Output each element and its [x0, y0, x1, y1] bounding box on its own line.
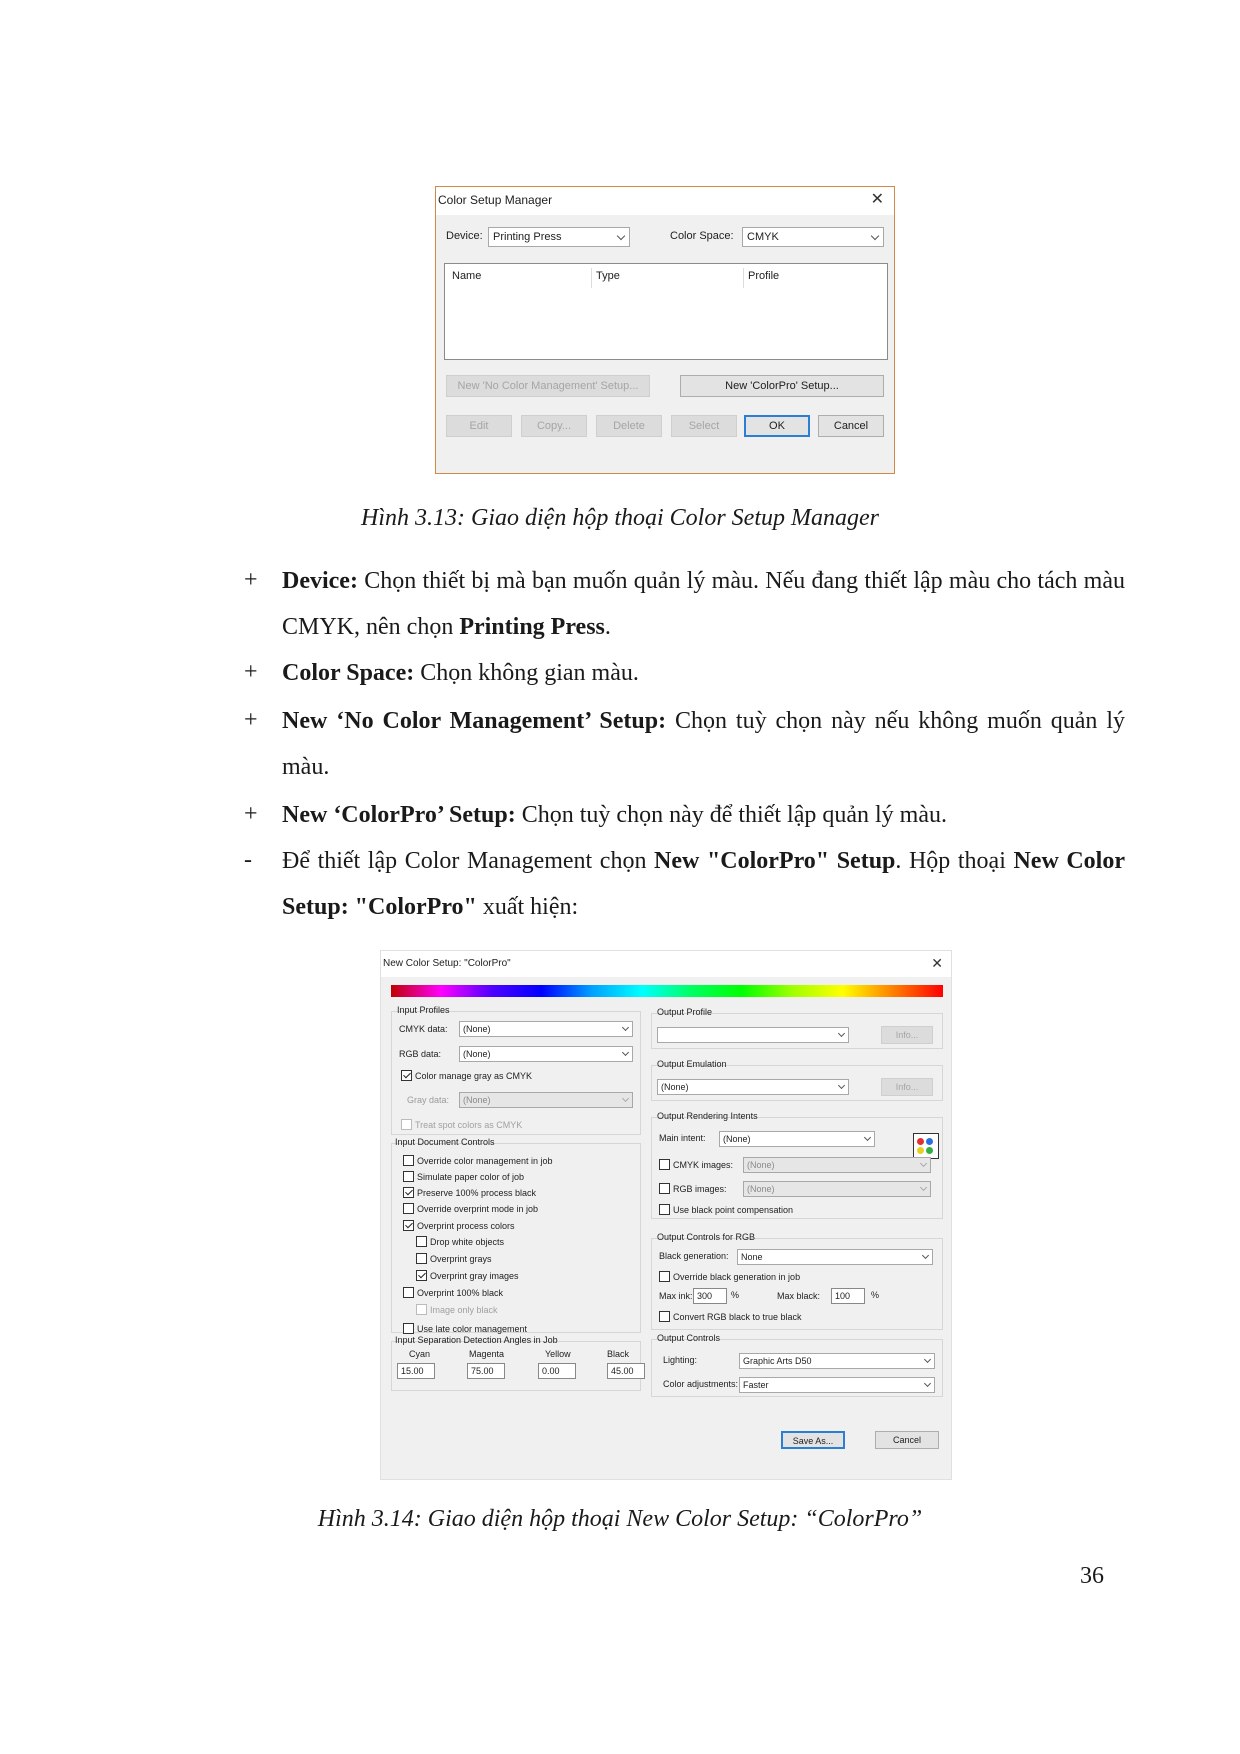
- convert-rgb-black-checkbox[interactable]: [659, 1311, 802, 1323]
- setup-list[interactable]: [444, 263, 888, 360]
- output-emulation-value: (None): [661, 1082, 689, 1092]
- gray-data-value: (None): [463, 1095, 491, 1105]
- chevron-down-icon: [920, 1160, 927, 1167]
- overprint-grays-checkbox[interactable]: [416, 1253, 492, 1265]
- color-space-select-value: CMYK: [747, 231, 779, 243]
- override-overprint-mode-checkbox[interactable]: [403, 1203, 538, 1215]
- color-adjustments-select[interactable]: [739, 1377, 935, 1393]
- color-adjustments-label: Color adjustments:: [663, 1379, 739, 1389]
- new-colorpro-setup-button[interactable]: New 'ColorPro' Setup...: [680, 375, 884, 397]
- bullet-mark: +: [244, 659, 258, 685]
- term-new-color-setup-dialog: New Color Setup: "ColorPro": [282, 848, 1125, 920]
- term-new-colorpro-setup: New "ColorPro" Setup: [654, 848, 896, 874]
- convert-rgb-black-label: Convert RGB black to true black: [673, 1312, 802, 1322]
- bullet-text: [282, 792, 1125, 838]
- rgb-images-checkbox[interactable]: [659, 1183, 727, 1195]
- bullet-mark: +: [244, 707, 258, 733]
- cmyk-images-value: (None): [747, 1160, 775, 1170]
- preserve-process-black-label: Preserve 100% process black: [417, 1188, 537, 1198]
- checkbox-box: [403, 1287, 414, 1298]
- term-device: Device:: [282, 568, 358, 594]
- overprint-gray-images-checkbox[interactable]: [416, 1270, 519, 1282]
- checkbox-box: [659, 1271, 670, 1282]
- checkbox-box: [659, 1204, 670, 1215]
- chevron-down-icon: [838, 1030, 845, 1037]
- color-manage-gray-label: Color manage gray as CMYK: [415, 1071, 533, 1081]
- bullet-text: [282, 650, 1125, 696]
- chevron-down-icon: [622, 1049, 629, 1056]
- lighting-select[interactable]: [739, 1353, 935, 1369]
- column-header-type[interactable]: Type: [596, 270, 620, 282]
- palette-dot-yellow: [917, 1147, 924, 1154]
- dialog-title: New Color Setup: "ColorPro": [383, 958, 511, 969]
- text: Chọn không gian màu.: [414, 660, 639, 686]
- black-angle-input[interactable]: 45.00: [607, 1363, 645, 1379]
- black-label: Black: [607, 1349, 630, 1359]
- cmyk-data-value: (None): [463, 1024, 491, 1034]
- max-ink-label: Max ink:: [659, 1291, 693, 1301]
- black-generation-label: Black generation:: [659, 1251, 729, 1261]
- rendering-intents-title: Output Rendering Intents: [657, 1111, 758, 1121]
- color-spectrum-bar: [391, 985, 943, 997]
- chevron-down-icon: [871, 232, 879, 240]
- overprint-grays-label: Overprint grays: [430, 1254, 492, 1264]
- palette-dot-blue: [926, 1138, 933, 1145]
- treat-spot-colors-label: Treat spot colors as CMYK: [415, 1120, 523, 1130]
- figure-caption-3-13: Hình 3.13: Giao diện hộp thoại Color Setup Manager: [361, 505, 879, 531]
- max-ink-percent: %: [731, 1290, 740, 1300]
- edit-button[interactable]: Edit: [446, 415, 512, 437]
- gray-data-label: Gray data:: [407, 1095, 450, 1105]
- text: .: [604, 614, 611, 640]
- max-black-input[interactable]: 100: [831, 1288, 865, 1304]
- cancel-button[interactable]: Cancel: [818, 415, 884, 437]
- checkbox-box: [659, 1183, 670, 1194]
- text: Chọn thiết bị mà bạn muốn quản lý màu. Nếu đang thiết lập màu cho tách màu CMYK, nên chọn: [282, 568, 1125, 640]
- rgb-data-value: (None): [463, 1049, 491, 1059]
- device-select[interactable]: [488, 227, 630, 247]
- rgb-data-select[interactable]: [459, 1046, 633, 1062]
- checkbox-box: [401, 1070, 412, 1081]
- overprint-gray-images-label: Overprint gray images: [430, 1271, 519, 1281]
- main-intent-select[interactable]: [719, 1131, 875, 1147]
- term-color-space: Color Space:: [282, 660, 415, 686]
- color-palette-icon[interactable]: [913, 1133, 939, 1159]
- text: . Hộp thoại: [895, 848, 1014, 874]
- main-intent-value: (None): [723, 1134, 751, 1144]
- bullet-text: [282, 558, 1125, 650]
- rgb-data-label: RGB data:: [399, 1049, 442, 1059]
- text: Để thiết lập Color Management chọn: [282, 848, 655, 874]
- bullet-mark: -: [244, 847, 252, 873]
- page-number: 36: [1080, 1563, 1104, 1589]
- chevron-down-icon: [924, 1380, 931, 1387]
- drop-white-objects-label: Drop white objects: [430, 1237, 505, 1247]
- dialog-titlebar: [381, 951, 951, 977]
- black-point-compensation-checkbox[interactable]: [659, 1204, 793, 1216]
- cmyk-images-label: CMYK images:: [673, 1160, 734, 1170]
- color-manage-gray-checkbox[interactable]: [401, 1070, 532, 1082]
- yellow-angle-input[interactable]: 0.00: [538, 1363, 576, 1379]
- checkbox-box: [416, 1236, 427, 1247]
- gray-data-select[interactable]: [459, 1092, 633, 1108]
- column-separator: [591, 268, 592, 288]
- output-profile-title: Output Profile: [657, 1007, 713, 1017]
- cmyk-data-select[interactable]: [459, 1021, 633, 1037]
- bullet-colorpro-setup: [244, 792, 1124, 838]
- lighting-label: Lighting:: [663, 1355, 698, 1365]
- checkbox-box: [403, 1155, 414, 1166]
- checkbox-box: [403, 1171, 414, 1182]
- chevron-down-icon: [920, 1184, 927, 1191]
- image-only-black-checkbox[interactable]: [416, 1304, 498, 1316]
- column-header-name[interactable]: Name: [452, 270, 482, 282]
- overprint-process-colors-label: Overprint process colors: [417, 1221, 515, 1231]
- text: Chọn tuỳ chọn này nếu không muốn quản lý màu.: [282, 708, 1125, 780]
- bullet-no-color-management: [244, 698, 1124, 790]
- late-color-management-label: Use late color management: [417, 1324, 528, 1334]
- column-header-profile[interactable]: Profile: [748, 270, 780, 282]
- output-profile-select[interactable]: [657, 1027, 849, 1043]
- chevron-down-icon: [838, 1082, 845, 1089]
- override-black-generation-label: Override black generation in job: [673, 1272, 801, 1282]
- ok-button[interactable]: OK: [744, 415, 810, 437]
- cyan-label: Cyan: [409, 1349, 431, 1359]
- override-black-generation-checkbox[interactable]: [659, 1271, 800, 1283]
- drop-white-objects-checkbox[interactable]: [416, 1236, 504, 1248]
- palette-dot-red: [917, 1138, 924, 1145]
- cmyk-images-checkbox[interactable]: [659, 1159, 733, 1171]
- checkbox-box: [403, 1220, 414, 1231]
- bullet-mark: +: [244, 801, 258, 827]
- color-space-select[interactable]: [742, 227, 884, 247]
- simulate-paper-color-checkbox[interactable]: [403, 1171, 524, 1183]
- output-profile-info-button[interactable]: Info...: [881, 1026, 933, 1044]
- override-color-management-checkbox[interactable]: [403, 1155, 553, 1167]
- input-document-controls-title: Input Document Controls: [395, 1137, 495, 1147]
- new-color-setup-dialog: [380, 950, 952, 1480]
- chevron-down-icon: [864, 1134, 871, 1141]
- checkbox-box: [403, 1203, 414, 1214]
- bullet-text: [282, 698, 1125, 790]
- save-as-button[interactable]: Save As...: [781, 1431, 845, 1449]
- device-select-value: Printing Press: [493, 231, 562, 243]
- term-no-color-management: New ‘No Color Management’ Setup:: [282, 708, 667, 734]
- dialog-title: Color Setup Manager: [438, 193, 553, 207]
- overprint-black-label: Overprint 100% black: [417, 1288, 504, 1298]
- color-space-label: Color Space:: [670, 230, 734, 242]
- bullet-color-space: [244, 650, 1124, 696]
- rgb-images-label: RGB images:: [673, 1184, 727, 1194]
- max-black-percent: %: [871, 1290, 880, 1300]
- column-separator: [743, 268, 744, 288]
- black-generation-select[interactable]: [737, 1249, 933, 1265]
- term-colorpro-setup: New ‘ColorPro’ Setup:: [282, 802, 516, 828]
- device-label: Device:: [446, 230, 483, 242]
- rgb-images-value: (None): [747, 1184, 775, 1194]
- black-point-compensation-label: Use black point compensation: [673, 1205, 794, 1215]
- image-only-black-label: Image only black: [430, 1305, 498, 1315]
- simulate-paper-color-label: Simulate paper color of job: [417, 1172, 525, 1182]
- output-emulation-title: Output Emulation: [657, 1059, 727, 1069]
- bullet-text: [282, 838, 1125, 930]
- max-black-label: Max black:: [777, 1291, 821, 1301]
- chevron-down-icon: [622, 1024, 629, 1031]
- cmyk-images-select[interactable]: [743, 1157, 931, 1173]
- bullet-device: [244, 558, 1124, 650]
- close-icon[interactable]: ✕: [931, 955, 943, 971]
- cmyk-data-label: CMYK data:: [399, 1024, 448, 1034]
- checkbox-box: [416, 1270, 427, 1281]
- magenta-label: Magenta: [469, 1349, 505, 1359]
- rgb-images-select[interactable]: [743, 1181, 931, 1197]
- chevron-down-icon: [622, 1095, 629, 1102]
- cancel-button[interactable]: Cancel: [875, 1431, 939, 1449]
- figure-caption-3-14: Hình 3.14: Giao diện hộp thoại New Color Setup: “ColorPro”: [317, 1506, 923, 1532]
- magenta-angle-input[interactable]: 75.00: [467, 1363, 505, 1379]
- lighting-value: Graphic Arts D50: [743, 1356, 812, 1366]
- text: Chọn tuỳ chọn này để thiết lập quản lý màu.: [515, 802, 947, 828]
- chevron-down-icon: [617, 232, 625, 240]
- copy-button[interactable]: Copy...: [521, 415, 587, 437]
- max-ink-input[interactable]: 300: [693, 1288, 727, 1304]
- main-intent-label: Main intent:: [659, 1133, 706, 1143]
- separation-angles-title: Input Separation Detection Angles in Job: [395, 1335, 558, 1345]
- input-profiles-title: Input Profiles: [397, 1005, 450, 1015]
- color-setup-manager-dialog: [435, 186, 895, 474]
- output-emulation-select[interactable]: [657, 1079, 849, 1095]
- output-controls-title: Output Controls: [657, 1333, 721, 1343]
- output-emulation-info-button[interactable]: Info...: [881, 1078, 933, 1096]
- overprint-process-colors-checkbox[interactable]: [403, 1220, 515, 1232]
- checkbox-box: [401, 1119, 412, 1130]
- delete-button[interactable]: Delete: [596, 415, 662, 437]
- treat-spot-colors-checkbox[interactable]: [401, 1119, 522, 1131]
- new-no-color-management-setup-button[interactable]: New 'No Color Management' Setup...: [446, 375, 650, 397]
- bullet-color-management: [244, 838, 1124, 930]
- override-overprint-mode-label: Override overprint mode in job: [417, 1204, 539, 1214]
- checkbox-box: [659, 1159, 670, 1170]
- black-generation-value: None: [741, 1252, 763, 1262]
- checkbox-box: [403, 1323, 414, 1334]
- palette-dot-green: [926, 1147, 933, 1154]
- select-button[interactable]: Select: [671, 415, 737, 437]
- checkbox-box: [659, 1311, 670, 1322]
- close-icon[interactable]: ✕: [870, 191, 884, 208]
- yellow-label: Yellow: [545, 1349, 571, 1359]
- text: xuất hiện:: [476, 894, 579, 920]
- chevron-down-icon: [924, 1356, 931, 1363]
- checkbox-box: [416, 1304, 427, 1315]
- cyan-angle-input[interactable]: 15.00: [397, 1363, 435, 1379]
- chevron-down-icon: [922, 1252, 929, 1259]
- dialog-titlebar: [436, 187, 894, 215]
- rgb-output-controls-title: Output Controls for RGB: [657, 1232, 756, 1242]
- checkbox-box: [403, 1187, 414, 1198]
- override-color-management-label: Override color management in job: [417, 1156, 553, 1166]
- overprint-black-checkbox[interactable]: [403, 1287, 503, 1299]
- late-color-management-checkbox[interactable]: [403, 1323, 527, 1335]
- term-printing-press: Printing Press: [459, 614, 605, 640]
- bullet-mark: +: [244, 567, 258, 593]
- color-adjustments-value: Faster: [743, 1380, 769, 1390]
- preserve-process-black-checkbox[interactable]: [403, 1187, 536, 1199]
- checkbox-box: [416, 1253, 427, 1264]
